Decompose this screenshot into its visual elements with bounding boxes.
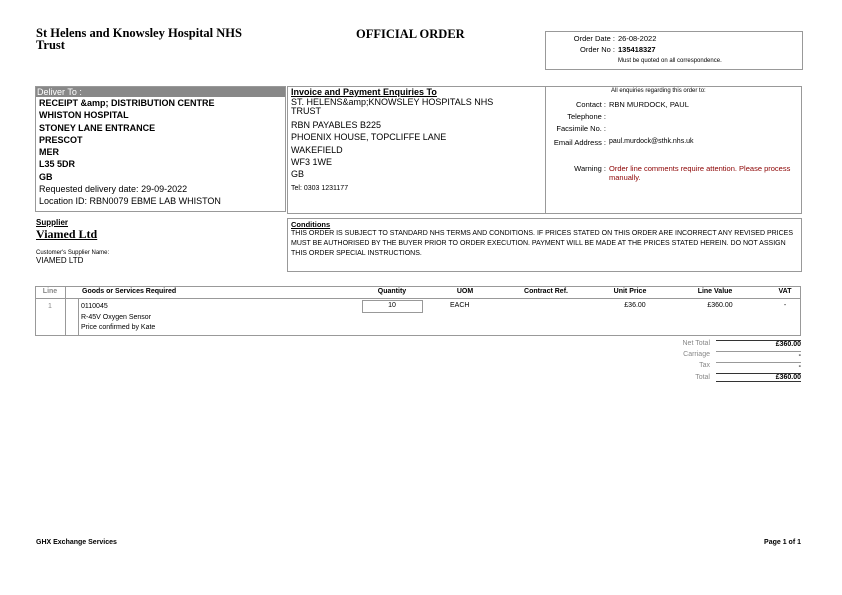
cell-quantity: 10	[388, 302, 396, 309]
carriage-label: Carriage	[683, 351, 710, 358]
quote-note: Must be quoted on all correspondence.	[618, 58, 722, 64]
supplier-label: Supplier	[36, 218, 69, 227]
organisation-name-line1: St Helens and Knowsley Hospital NHS	[36, 26, 242, 40]
column-divider	[65, 286, 66, 298]
contact-value: RBN MURDOCK, PAUL	[609, 100, 689, 109]
deliver-address-line: MER	[39, 147, 59, 158]
deliver-address	[36, 97, 285, 183]
net-total-value: £360.00	[716, 340, 801, 348]
col-header-goods: Goods or Services Required	[82, 288, 177, 295]
location-id: Location ID: RBN0079 EBME LAB WHISTON	[39, 196, 221, 207]
col-header-uom: UOM	[456, 288, 474, 295]
order-date-label: Order Date :	[573, 34, 615, 43]
invoice-address-line: PHOENIX HOUSE, TOPCLIFFE LANE	[291, 132, 447, 143]
email-label: Email Address :	[553, 138, 606, 147]
contact-label: Contact :	[575, 100, 606, 109]
page-number: Page 1 of 1	[764, 539, 801, 546]
organisation-name-line2: Trust	[36, 38, 65, 52]
cell-line: 1	[48, 303, 52, 310]
carriage-value: -	[716, 351, 801, 359]
col-header-line: Line	[42, 288, 58, 295]
cell-goods-description: R-45V Oxygen Sensor	[81, 313, 152, 321]
conditions-text: THIS ORDER IS SUBJECT TO STANDARD NHS TERMS AND CONDITIONS. IF PRICES STATED ON THIS ORDER ARE INCORRECT ANY REVISED PRICES MUST BE AUTHORISED BY THE BUYER PRIOR TO ORDER EXECUTION. PAYMENT WILL BE MADE AT THE PRICES STATED HEREIN. DO NOT ASSIGN THIS ORDER SPECIAL INSTRUCTIONS.	[291, 230, 794, 257]
invoice-address-line: WF3 1WE	[291, 156, 333, 167]
invoice-address-line: ST. HELENS&amp;KNOWSLEY HOSPITALS NHS	[291, 97, 494, 107]
order-info-box	[545, 31, 803, 70]
invoice-address	[291, 98, 493, 116]
invoice-enquiries-box	[287, 86, 802, 214]
telephone-label: Telephone :	[567, 112, 606, 121]
cell-line-value: £360.00	[707, 302, 733, 309]
deliver-address-line: PRESCOT	[39, 134, 83, 145]
deliver-to-header	[36, 87, 285, 97]
invoice-address-line: TRUST	[291, 106, 321, 116]
customer-supplier-name: VIAMED LTD	[36, 256, 84, 265]
deliver-address-line: GB	[39, 171, 53, 182]
col-header-contract: Contract Ref.	[524, 288, 568, 295]
tax-label: Tax	[699, 362, 710, 369]
col-header-unit-price: Unit Price	[613, 288, 647, 295]
deliver-to-box	[35, 86, 286, 212]
order-lines-table	[35, 286, 801, 336]
warning-label: Warning :	[574, 164, 606, 173]
order-date-value: 26-08-2022	[618, 34, 657, 43]
enquiries-note: All enquiries regarding this order to:	[611, 88, 706, 94]
cell-goods	[81, 302, 155, 334]
deliver-extra	[36, 183, 285, 208]
conditions-box	[287, 218, 802, 272]
supplier-section	[36, 218, 109, 265]
cell-goods-note: Price confirmed by Kate	[81, 324, 156, 331]
footer-provider: GHX Exchange Services	[36, 539, 117, 546]
deliver-address-line: RECEIPT &amp; DISTRIBUTION CENTRE	[39, 98, 215, 108]
invoice-tel: Tel: 0303 1231177	[291, 185, 349, 192]
col-header-line-value: Line Value	[697, 288, 733, 295]
supplier-name: Viamed Ltd	[36, 227, 98, 241]
customer-supplier-name-label: Customer's Supplier Name:	[36, 250, 110, 256]
cell-vat: -	[783, 302, 787, 309]
total-label: Total	[695, 374, 710, 381]
email-value[interactable]: paul.murdock@sthk.nhs.uk	[609, 138, 694, 145]
column-divider	[78, 298, 79, 335]
warning-message: Order line comments require attention. Please process manually.	[609, 164, 791, 182]
net-total-label: Net Total	[682, 340, 710, 347]
col-header-vat: VAT	[778, 288, 792, 295]
order-number-value: 135418327	[618, 45, 656, 54]
invoice-address-rest	[291, 119, 446, 180]
deliver-address-line: WHISTON HOSPITAL	[39, 110, 129, 121]
cell-uom: EACH	[450, 302, 470, 309]
totals-block	[640, 340, 802, 386]
document-title: OFFICIAL ORDER	[356, 27, 465, 41]
header-divider	[35, 298, 801, 299]
column-divider	[65, 298, 66, 335]
invoice-address-line: WAKEFIELD	[291, 144, 343, 155]
order-number-label: Order No :	[579, 45, 615, 54]
invoice-label: Invoice and Payment Enquiries To	[291, 87, 437, 97]
requested-delivery-date: Requested delivery date: 29-09-2022	[39, 184, 188, 195]
organisation-name	[36, 27, 242, 51]
deliver-address-line: L35 5DR	[39, 159, 76, 170]
col-header-quantity: Quantity	[377, 288, 407, 295]
cell-goods-code: 0110045	[81, 303, 108, 310]
deliver-address-line: STONEY LANE ENTRANCE	[39, 122, 156, 133]
cell-unit-price: £36.00	[624, 302, 646, 309]
total-value: £360.00	[716, 373, 801, 382]
invoice-address-line: RBN PAYABLES B225	[291, 120, 382, 130]
facsimile-label: Facsimile No. :	[556, 124, 606, 133]
deliver-to-label: Deliver To :	[37, 87, 82, 97]
invoice-address-line: GB	[291, 169, 305, 180]
tax-value: -	[716, 362, 801, 370]
conditions-label: Conditions	[291, 220, 331, 229]
